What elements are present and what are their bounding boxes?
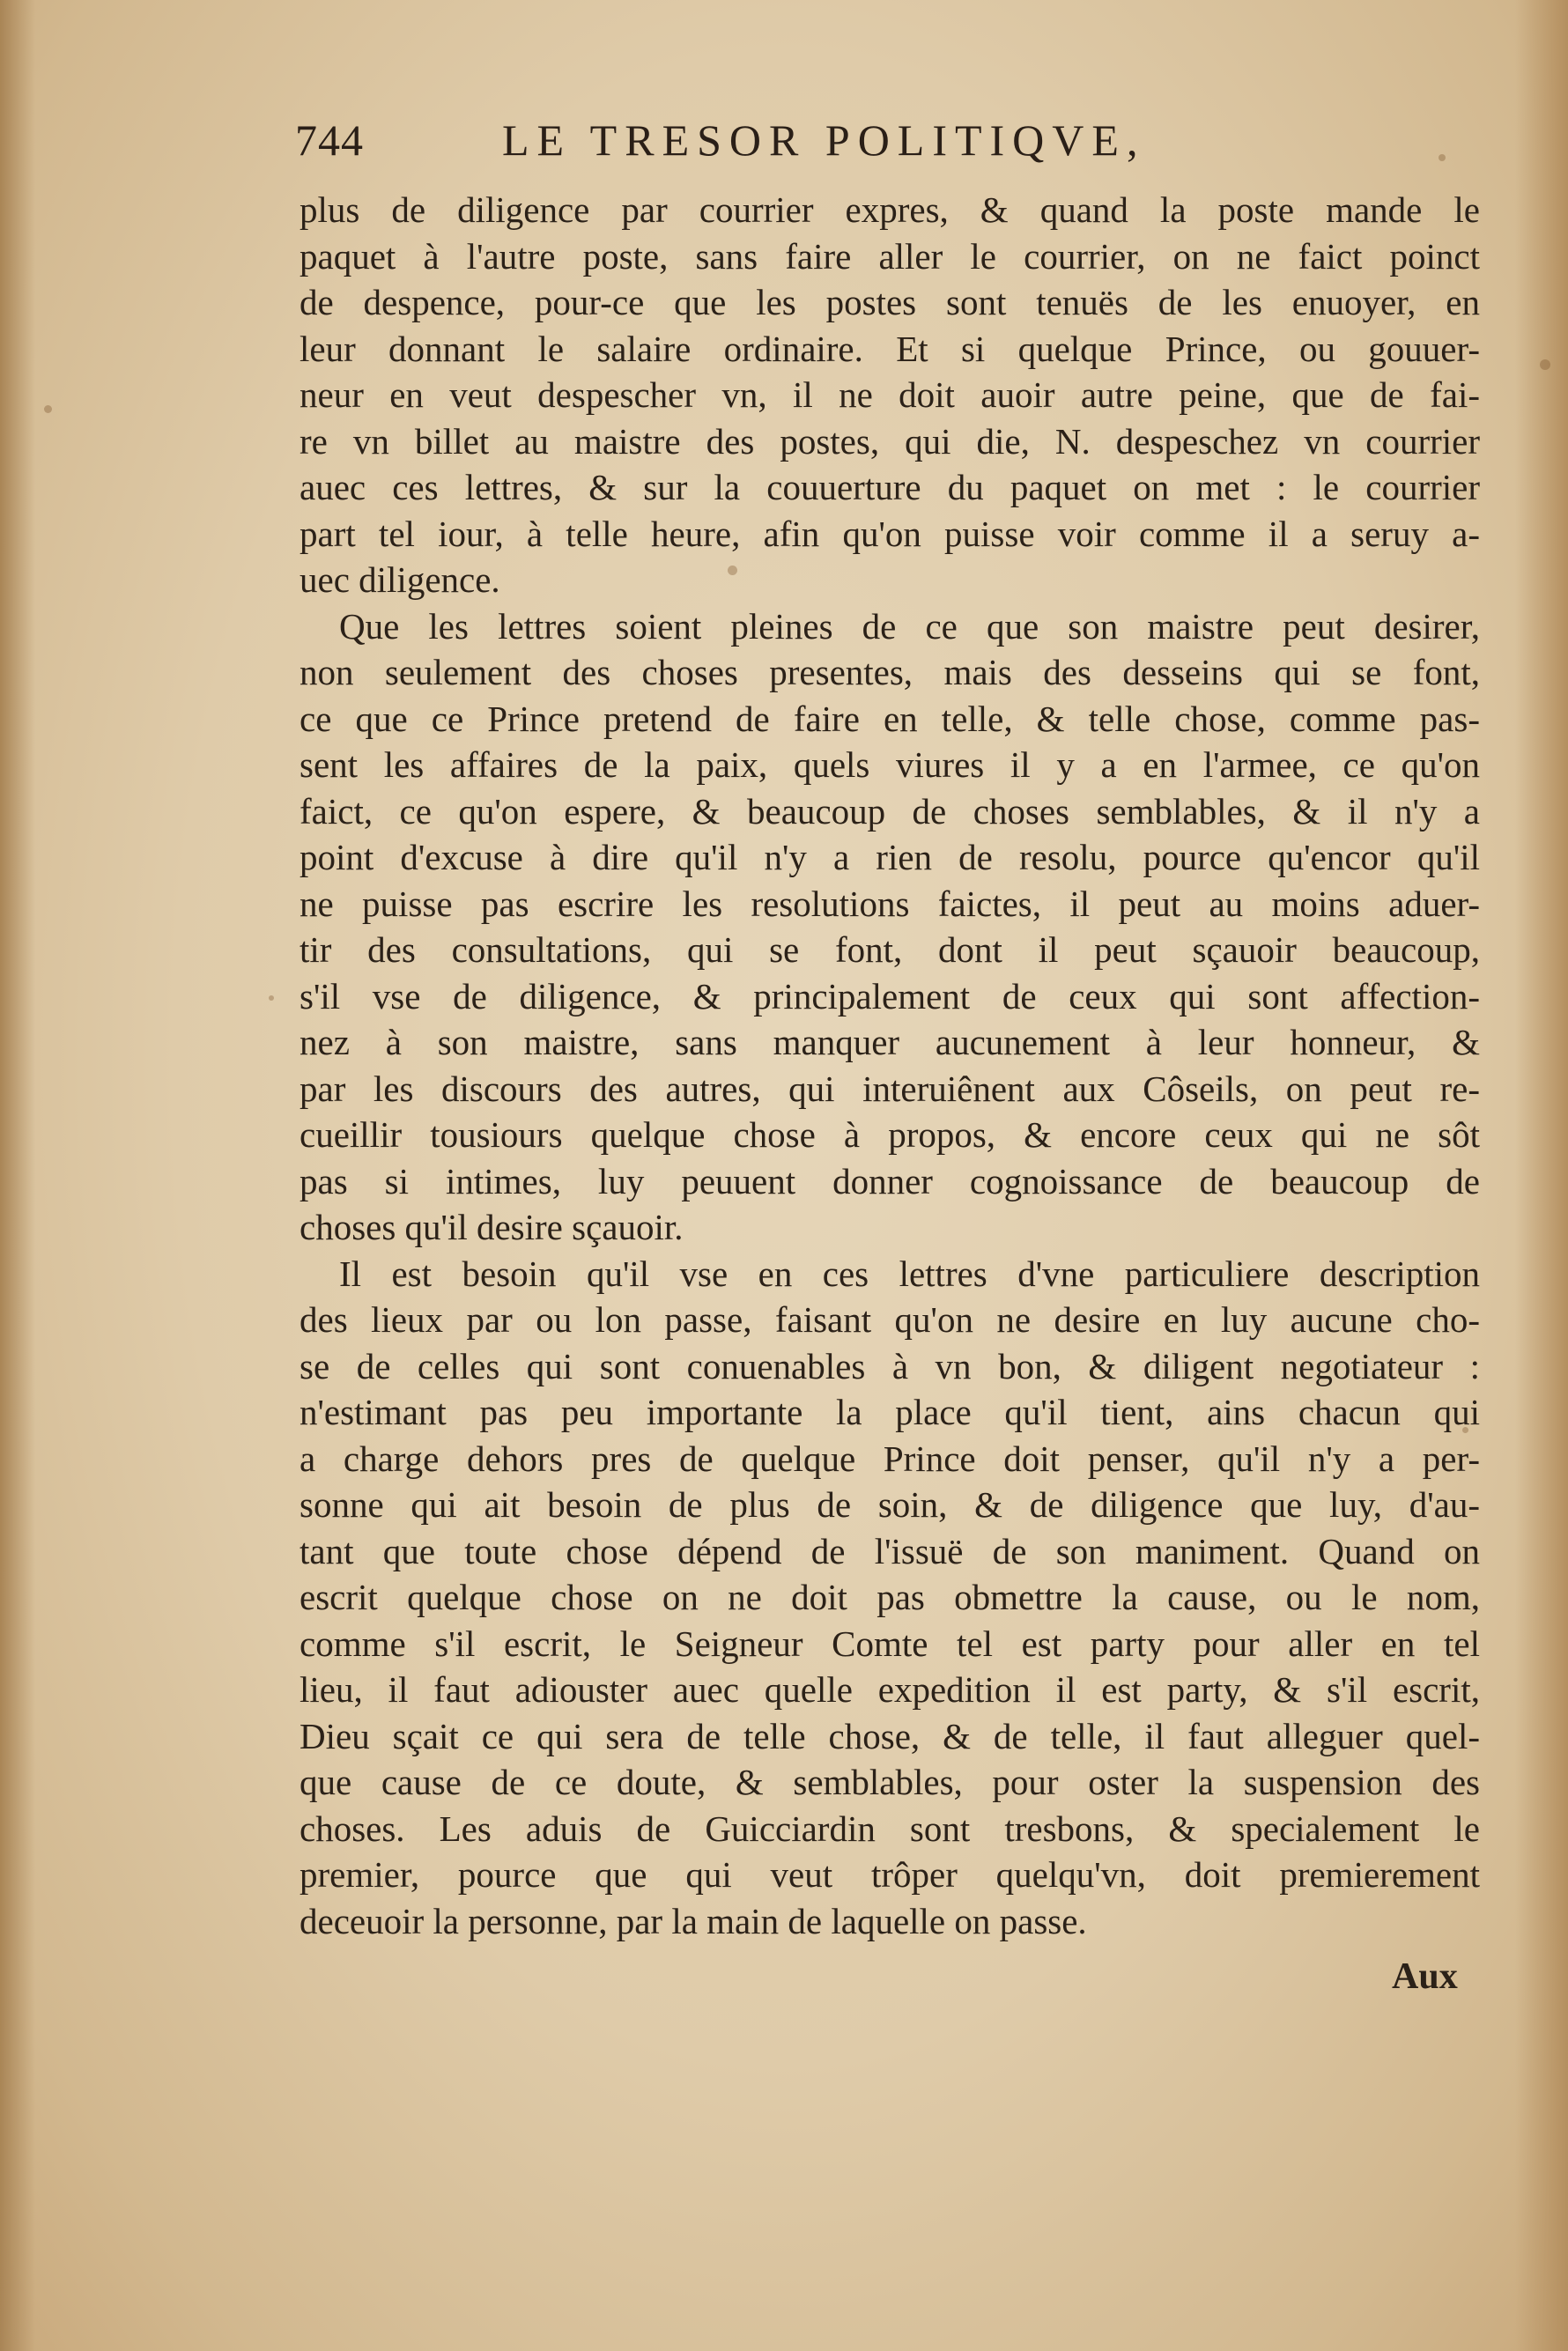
text-line: a charge dehors pres de quelque Prince doit penser, qu'il n'y a per-: [300, 1438, 1480, 1479]
text-line: pas si intimes, luy peuuent donner cognoissance de beaucoup de: [300, 1160, 1480, 1201]
text-line: leur donnant le salaire ordinaire. Et si quelque Prince, ou gouuer-: [300, 328, 1480, 369]
text-line: re vn billet au maistre des postes, qui die, N. despeschez vn courrier: [300, 420, 1480, 462]
page-number: 744: [295, 115, 364, 165]
ink-spot: [1540, 359, 1550, 370]
running-title: LE TRESOR POLITIQVE,: [502, 115, 1146, 165]
text-line: se de celles qui sont conuenables à vn bon, & diligent negotiateur :: [300, 1345, 1480, 1386]
text-line: des lieux par ou lon passe, faisant qu'on ne desire en luy aucune cho-: [300, 1299, 1480, 1340]
paragraph: [300, 187, 1480, 603]
text-line: Que les lettres soient pleines de ce que son maistre peut desirer,: [339, 605, 1480, 647]
text-line: non seulement des choses presentes, mais des desseins qui se font,: [300, 652, 1480, 692]
text-line: n'estimant pas peu importante la place qu'il tient, ains chacun qui: [300, 1392, 1480, 1432]
text-line: uec diligence.: [300, 559, 500, 600]
text-line: point d'excuse à dire qu'il n'y a rien de resolu, pource qu'encor qu'il: [300, 837, 1480, 877]
text-line: paquet à l'autre poste, sans faire aller le courrier, on ne faict poinct: [300, 235, 1480, 277]
text-line: neur en veut despescher vn, il ne doit auoir autre peine, que de fai-: [300, 374, 1480, 415]
text-line: part tel iour, à telle heure, afin qu'on puisse voir comme il a seruy a-: [300, 513, 1480, 554]
text-line: Dieu sçait ce qui sera de telle chose, & de telle, il faut alleguer quel-: [300, 1715, 1480, 1756]
paragraph: [300, 603, 1480, 1251]
text-line: faict, ce qu'on espere, & beaucoup de choses semblables, & il n'y a: [300, 790, 1480, 832]
running-header: [295, 115, 1467, 185]
text-line: sent les affaires de la paix, quels viures il y a en l'armee, ce qu'on: [300, 744, 1480, 785]
text-line: nez à son maistre, sans manquer aucunement à leur honneur, &: [300, 1022, 1480, 1062]
text-line: sonne qui ait besoin de plus de soin, & de diligence que luy, d'au-: [300, 1484, 1480, 1525]
text-line: choses qu'il desire sçauoir.: [300, 1207, 684, 1247]
text-line: Il est besoin qu'il vse en ces lettres d'vne particuliere description: [339, 1253, 1480, 1294]
ink-spot: [44, 405, 52, 413]
text-line: ne puisse pas escrire les resolutions faictes, il peut au moins aduer-: [300, 883, 1480, 924]
text-line: premier, pource que qui veut trôper quelqu'vn, doit premierement: [300, 1854, 1480, 1895]
text-line: comme s'il escrit, le Seigneur Comte tel est party pour aller en tel: [300, 1623, 1480, 1664]
text-line: ce que ce Prince pretend de faire en telle, & telle chose, comme pas-: [300, 698, 1480, 739]
text-line: auec ces lettres, & sur la couuerture du paquet on met : le courrier: [300, 467, 1480, 507]
text-line: s'il vse de diligence, & principalement de ceux qui sont affection-: [300, 975, 1480, 1017]
paragraph: [300, 1251, 1480, 1945]
text-line: choses. Les aduis de Guicciardin sont tresbons, & specialement le: [300, 1808, 1480, 1849]
text-line: que cause de ce doute, & semblables, pour oster la suspension des: [300, 1762, 1480, 1802]
text-line: tant que toute chose dépend de l'issuë de son maniment. Quand on: [300, 1530, 1480, 1571]
text-line: escrit quelque chose on ne doit pas obmettre la cause, ou le nom,: [300, 1577, 1480, 1617]
catchword: Aux: [1392, 1956, 1458, 1997]
body-text: [300, 187, 1480, 1944]
text-line: deceuoir la personne, par la main de laquelle on passe.: [300, 1900, 1087, 1941]
text-line: de despence, pour-ce que les postes sont tenuës de les enuoyer, en: [300, 282, 1480, 322]
text-line: cueillir tousiours quelque chose à propos, & encore ceux qui ne sôt: [300, 1114, 1480, 1155]
text-line: lieu, il faut adiouster auec quelle expedition il est party, & s'il escrit,: [300, 1669, 1480, 1710]
text-line: plus de diligence par courrier expres, & quand la poste mande le: [300, 189, 1480, 230]
page-edge-left: [0, 0, 35, 2351]
text-line: par les discours des autres, qui interuiênent aux Côseils, on peut re-: [300, 1068, 1480, 1109]
page-edge-right: [1515, 0, 1568, 2351]
ink-spot: [269, 995, 274, 1001]
text-line: tir des consultations, qui se font, dont il peut sçauoir beaucoup,: [300, 929, 1480, 970]
